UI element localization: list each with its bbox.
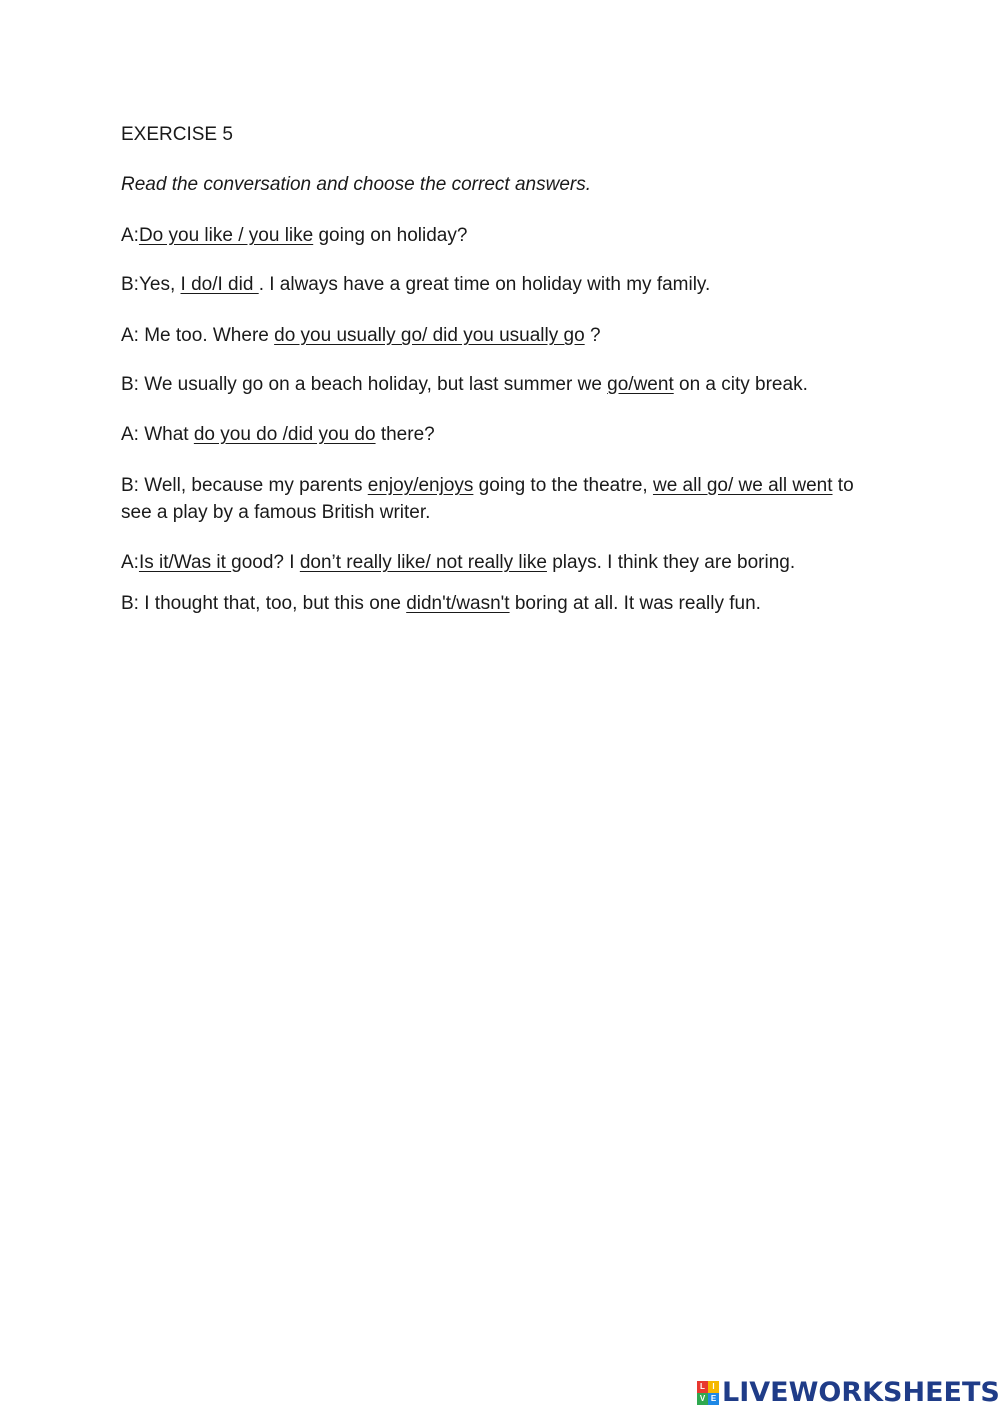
dialogue-text: B: I thought that, too, but this one [121, 593, 407, 614]
dialogue-text: going on holiday? [313, 225, 468, 246]
dialogue-line-6 [121, 472, 861, 526]
dialogue-text: B: Well, because my parents [121, 475, 368, 496]
dialogue-text: to see a play by a famous British writer. [121, 475, 854, 523]
dialogue-text: boring at all. It was really fun. [509, 593, 761, 614]
dialogue-line-2 [121, 271, 710, 298]
answer-choice-9[interactable]: don’t really like/ not really like [299, 552, 547, 573]
logo-badge-letter: L [697, 1381, 708, 1393]
dialogue-text: A: Me too. Where [121, 325, 275, 346]
answer-choice-4[interactable]: go/went [607, 374, 674, 395]
dialogue-text: A: [121, 552, 139, 573]
dialogue-text: B: We usually go on a beach holiday, but last summer we [121, 374, 608, 395]
dialogue-text: B:Yes, [121, 274, 181, 295]
logo-badge-letter: I [708, 1381, 719, 1393]
instruction-text: Read the conversation and choose the correct answers. [121, 174, 591, 195]
liveworksheets-logo [697, 1377, 1000, 1408]
dialogue-line-5 [121, 421, 435, 448]
dialogue-line-8 [121, 590, 761, 617]
dialogue-text: there? [375, 424, 435, 445]
dialogue-line-7 [121, 549, 795, 576]
logo-text: LIVEWORKSHEETS [722, 1377, 1000, 1408]
logo-badge-letter: V [697, 1393, 708, 1405]
answer-choice-1[interactable]: Do you like / you like [138, 225, 314, 246]
dialogue-text: A: What [121, 424, 194, 445]
answer-choice-8[interactable]: Is it/Was it [138, 552, 232, 573]
exercise-title: EXERCISE 5 [121, 124, 233, 145]
dialogue-text: ? [584, 325, 601, 346]
dialogue-text: going to the theatre, [473, 475, 653, 496]
dialogue-line-3 [121, 322, 601, 349]
answer-choice-2[interactable]: I do/I did [180, 274, 259, 295]
logo-badge-icon [697, 1381, 719, 1405]
answer-choice-7[interactable]: we all go/ we all went [652, 475, 833, 496]
answer-choice-5[interactable]: do you do /did you do [193, 424, 376, 445]
answer-choice-3[interactable]: do you usually go/ did you usually go [274, 325, 585, 346]
dialogue-line-1 [121, 222, 467, 249]
answer-choice-6[interactable]: enjoy/enjoys [367, 475, 474, 496]
dialogue-line-4 [121, 371, 808, 398]
dialogue-text: . I always have a great time on holiday with my family. [258, 274, 711, 295]
dialogue-text: on a city break. [673, 374, 808, 395]
dialogue-text: plays. I think they are boring. [546, 552, 796, 573]
answer-choice-10[interactable]: didn't/wasn't [406, 593, 510, 614]
logo-badge-letter: E [708, 1393, 719, 1405]
dialogue-text: good? I [231, 552, 300, 573]
dialogue-text: A: [121, 225, 139, 246]
